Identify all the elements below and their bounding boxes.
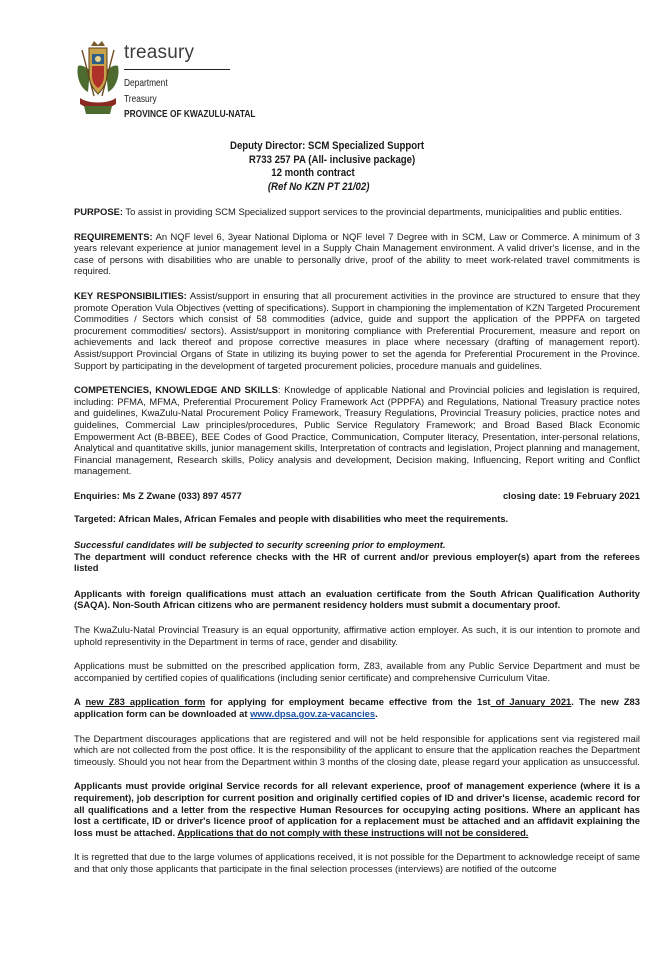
job-title: Deputy Director: SCM Specialized Support <box>230 140 425 152</box>
org-name: treasury <box>124 42 195 63</box>
letterhead-divider <box>124 69 230 70</box>
enquiries-row <box>74 490 640 502</box>
acknowledgement-regret-note: It is regretted that due to the large volumes of applications received, it is not possible for the Department to acknowledge receipt of same and that only those applicants that participate in the final selection processes (interviews) are notified of the outcome <box>74 851 640 874</box>
required-documents-note <box>74 780 640 838</box>
purpose-label: PURPOSE: <box>74 206 123 217</box>
purpose-paragraph <box>74 206 640 218</box>
targeted-groups: Targeted: African Males, African Females and people with disabilities who meet the requirements. <box>74 513 509 525</box>
competencies-text: : Knowledge of applicable National and Provincial policies and legislation is required, including: PFMA, MFMA, Preferential Procurement Policy Framework Act (PPPFA) and Regulations, National Treasury practice notes and guidelines, KwaZulu-Natal Procurement Policy Framework, Treasury Regulations, Provincial Treasury policies, practice notes and guidelines, Commercial Law principles/procedures, Public Service Regulatory Framework; and Broad Based Black Economic Empowerment Act (B-BBEE), BEE Codes of Good Practice, Communication, Computer literacy, Presentation, inter-personal relations, Analytical and quantitative skills, junior management skills, Interpretation of contracts and legislation, Project planning and management, Financial management, Research skills, Policy analysis and development, Decision making, Influencing, Report writing and Conflict management. <box>74 384 641 477</box>
new-z83-text: for applying for employment became effective from the 1st <box>205 696 491 708</box>
competencies-label: COMPETENCIES, KNOWLEDGE AND SKILLS <box>74 384 278 396</box>
reference-checks-note: The department will conduct reference checks with the HR of current and/or previous employer(s) apart from the referees listed <box>74 550 640 574</box>
job-salary: R733 257 PA (All- inclusive package) <box>248 153 416 166</box>
job-reference: (Ref No KZN PT 21/02) <box>267 180 370 193</box>
required-documents-text: Applicants must provide original Service records for all relevant experience, proof of management experience (where it is a requirement), job description for current position and originally certified copies of ID and driver's license, academic record for all qualifications and a letter from the respective Human Resources for occupying acting positions. Where an applicant has lost a certificate, ID or driver's licence proof of application for a replacement must be attached and an affidavit explaining the loss must be attached. <box>74 780 640 838</box>
new-z83-text: . <box>375 708 378 719</box>
letterhead-treasury: Treasury <box>124 93 157 105</box>
new-z83-form-link[interactable]: new Z83 application form <box>85 696 206 708</box>
requirements-paragraph <box>74 231 640 277</box>
requirements-label: REQUIREMENTS: <box>74 230 153 242</box>
letterhead <box>124 42 256 123</box>
foreign-qualifications-note: Applicants with foreign qualifications must attach an evaluation certificate from the South African Qualification Authority (SAQA). Non-South African citizens who are permanent residency holders must submit a documentary proof. <box>74 587 640 611</box>
job-header <box>230 140 470 194</box>
security-screening-note: Successful candidates will be subjected to security screening prior to employment. <box>74 539 446 551</box>
letterhead-province: PROVINCE OF KWAZULU-NATAL <box>124 109 256 120</box>
competencies-paragraph <box>74 384 640 477</box>
requirements-text: An NQF level 6, 3year National Diploma or NQF level 7 Degree with in SCM, Law or Commerce. A minimum of 3 years relevant experience at junior management level in a Supply Chain Management environment. A valid driver's license, and in the case of persons with disabilities who are unable to personally drive, proof of the ability to meet work-related travel commitments is required. <box>74 230 640 277</box>
new-z83-text: A <box>74 696 86 708</box>
job-contract: 12 month contract <box>271 167 355 179</box>
purpose-text: To assist in providing SCM Specialized support services to the provincial departments, municipalities and public entities. <box>122 206 622 217</box>
responsibilities-label: KEY RESPONSIBILITIES: <box>74 289 187 301</box>
enquiries-contact: Enquiries: Ms Z Zwane (033) 897 4577 <box>74 489 242 501</box>
new-z83-text: . The new Z83 application form can be downloaded at <box>74 696 640 719</box>
non-compliance-warning: Applications that do not comply with these instructions will not be considered. <box>177 826 529 838</box>
letterhead-department: Department <box>124 78 168 89</box>
responsibilities-paragraph <box>74 290 640 371</box>
dpsa-vacancies-link[interactable]: www.dpsa.gov.za-vacancies <box>250 708 376 719</box>
application-form-note: Applications must be submitted on the prescribed application form, Z83, available from any Public Service Department and must be accompanied by certified copies of qualifications (including senior certificate) and comprehensive Curriculum Vitae. <box>74 660 640 683</box>
new-z83-effective-date: of January 2021 <box>490 696 572 708</box>
registered-mail-disclaimer: The Department discourages applications that are registered and will not be held responsible for applications sent via registered mail which are not collected from the post office. It is the responsibility of the applicant to ensure that the application reaches the Department timeously. Should you not hear from the Department within 3 months of the closing date, please regard your application as unsuccessful. <box>74 732 640 767</box>
new-z83-note <box>74 696 640 719</box>
kwazulu-natal-coat-of-arms-icon <box>74 40 122 116</box>
screening-block <box>74 539 640 574</box>
equal-opportunity-statement: The KwaZulu-Natal Provincial Treasury is an equal opportunity, affirmative action employer. As such, it is our intention to promote and uphold representivity in the Department in terms of race, gender and disability. <box>74 624 640 647</box>
responsibilities-text: Assist/support in ensuring that all procurement activities in the province are structured to ensure that they promote Operation Vula Objectives (vetting of specifications). Support in championing the implementation of KZN Targeted Procurement Commodities / Sectors which consist of 58 commodities (advice, guide and support the application of the PPPFA on targeted procurement commodities/ sectors). Assist/support in monitoring compliance with Preferential Procurement, measure and report on achievements and lack thereof and propose corrective measures in place where necessary (drafting of management report). Assist/support Provincial Organs of State in utilizing its buying power to set the agenda for Preferential Procurement in the Province. Support by participating in the development of targeted procurement policies, procedure manuals and guidelines. <box>74 289 640 371</box>
document-body <box>74 206 640 888</box>
closing-date: closing date: 19 February 2021 <box>502 489 640 501</box>
